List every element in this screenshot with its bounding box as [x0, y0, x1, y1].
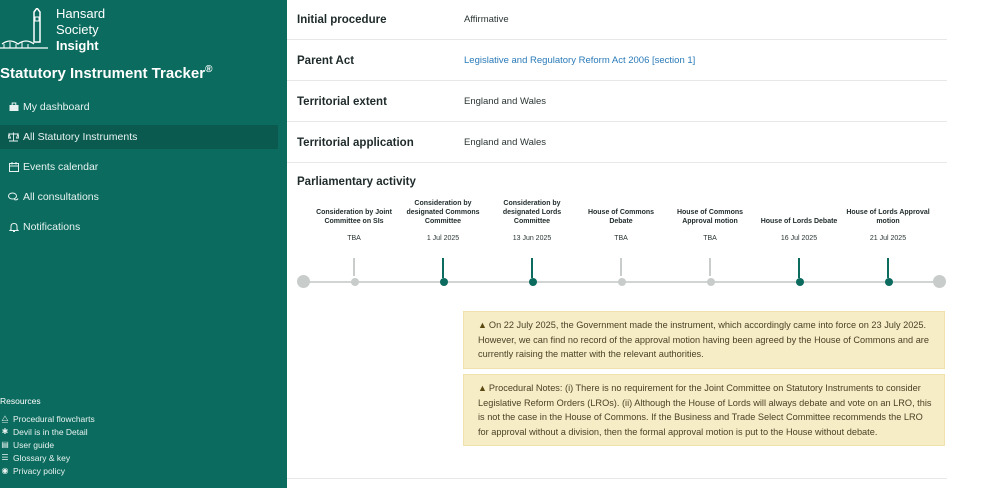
timeline-stage[interactable] — [576, 196, 666, 243]
parent-act-link[interactable]: Legislative and Regulatory Reform Act 2006 [section 1] — [464, 55, 696, 66]
nav-item-all-statutory-instruments[interactable] — [0, 125, 278, 149]
resource-link-privacy-policy[interactable] — [0, 464, 280, 477]
resource-label: Privacy policy — [13, 465, 65, 476]
app-title — [0, 64, 212, 82]
parliament-icon — [0, 8, 50, 52]
nav-item-label: All Statutory Instruments — [23, 131, 138, 143]
logo-line-1: Hansard — [56, 6, 106, 21]
stage-name: House of Commons Debate — [587, 209, 655, 225]
detail-row-territorial-extent — [287, 82, 947, 122]
parliamentary-activity-title: Parliamentary activity — [297, 176, 416, 188]
timeline-stage[interactable] — [843, 196, 933, 243]
resource-label: Devil is in the Detail — [13, 426, 88, 437]
calendar-icon — [8, 162, 19, 173]
detail-label: Territorial application — [297, 136, 414, 149]
stage-dot — [618, 278, 626, 286]
chat-icon — [8, 192, 19, 203]
stage-marker — [709, 258, 711, 276]
stage-date: TBA — [347, 235, 361, 242]
stage-dot — [529, 278, 537, 286]
stage-name: House of Lords Debate — [760, 218, 838, 225]
nav-item-notifications[interactable] — [0, 215, 278, 239]
stage-marker — [620, 258, 622, 276]
detail-value: England and Wales — [464, 137, 547, 148]
stage-marker — [442, 258, 444, 278]
bell-icon — [8, 222, 19, 233]
resource-link-procedural-flowcharts[interactable] — [0, 412, 280, 425]
detail-value: England and Wales — [464, 96, 547, 107]
stage-dot — [351, 278, 359, 286]
resource-link-glossary[interactable] — [0, 451, 280, 464]
timeline-stage[interactable] — [754, 196, 844, 243]
flowchart-icon: ⧋ — [1, 413, 9, 423]
detail-row-parent-act — [287, 41, 947, 81]
stage-dot — [885, 278, 893, 286]
stage-name: Consideration by Joint Committee on SIs — [316, 209, 392, 225]
list-icon: ☰ — [1, 453, 9, 462]
timeline-end-marker — [933, 275, 946, 288]
stage-dot — [796, 278, 804, 286]
stage-date: TBA — [703, 235, 717, 242]
timeline-start-marker — [297, 275, 310, 288]
nav-item-all-consultations[interactable] — [0, 185, 278, 209]
main-content — [287, 0, 1000, 488]
stage-dot — [707, 278, 715, 286]
detail-row-territorial-application — [287, 123, 947, 163]
resource-label: Glossary & key — [13, 452, 71, 463]
stage-date: TBA — [614, 235, 628, 242]
procedural-notes — [463, 374, 945, 446]
registered-mark: ® — [205, 64, 213, 75]
detail-label: Parent Act — [297, 54, 355, 67]
nav-item-events-calendar[interactable] — [0, 155, 278, 179]
resource-link-devil-is-in-the-detail[interactable] — [0, 425, 280, 438]
warning-icon: ▲ — [478, 383, 487, 393]
resources-heading: Resources — [0, 396, 41, 406]
asterisk-icon: ✱ — [1, 427, 9, 436]
scales-icon — [8, 132, 19, 143]
divider — [287, 478, 947, 479]
parliamentary-activity-timeline — [287, 196, 1000, 296]
stage-date: 13 Jun 2025 — [512, 235, 552, 242]
nav-item-label: Notifications — [23, 221, 81, 233]
stage-marker — [531, 258, 533, 278]
detail-value: Affirmative — [464, 14, 509, 25]
stage-date: 1 Jul 2025 — [426, 235, 460, 242]
timeline-stage[interactable] — [398, 196, 488, 243]
stage-date: 16 Jul 2025 — [780, 235, 818, 242]
timeline-stage[interactable] — [665, 196, 755, 243]
stage-dot — [440, 278, 448, 286]
timeline-stage[interactable] — [487, 196, 577, 243]
brand-logo[interactable] — [0, 4, 120, 54]
stage-name: House of Lords Approval motion — [846, 209, 930, 225]
logo-line-3: Insight — [56, 38, 99, 53]
procedural-notes-text: Procedural Notes: (i) There is no requirement for the Joint Committee on Statutory Instruments to consider Legislative Reform Orders (LROs). (ii) Although the House of Lords will always debate and vote on an LRO, this is not the case in the House of Commons. If the Business and Trade Select Committee recommends the LRO for approval without a division, then the formal approval motion is put to the House without debate. — [478, 383, 932, 437]
stage-name: Consideration by designated Commons Committee — [406, 200, 480, 225]
stage-marker — [353, 258, 355, 276]
logo-text — [56, 6, 105, 54]
briefcase-icon — [8, 102, 19, 113]
logo-line-2: Society — [56, 22, 99, 37]
warning-note-approval — [463, 311, 945, 369]
stage-marker — [798, 258, 800, 278]
timeline-stage[interactable] — [309, 196, 399, 243]
stage-date: 21 Jul 2025 — [869, 235, 907, 242]
sidebar-nav — [0, 95, 278, 245]
app-title-text: Statutory Instrument Tracker — [0, 65, 206, 82]
nav-item-label: All consultations — [23, 191, 99, 203]
nav-item-label: My dashboard — [23, 101, 90, 113]
book-icon: ▤ — [1, 440, 9, 449]
sidebar — [0, 0, 287, 488]
stage-marker — [887, 258, 889, 278]
resource-label: User guide — [13, 439, 55, 450]
resource-link-user-guide[interactable] — [0, 438, 280, 451]
eye-icon: ◉ — [1, 466, 9, 475]
resources-section — [0, 396, 280, 477]
detail-row-initial-procedure — [287, 0, 947, 40]
warning-icon: ▲ — [478, 320, 487, 330]
warning-note-text: On 22 July 2025, the Government made the instrument, which accordingly came into force on 23 July 2025. However, we can find no record of the approval motion having been agreed by the House of Commons and are currently raising the matter with the relevant authorities. — [478, 320, 929, 359]
nav-item-my-dashboard[interactable] — [0, 95, 278, 119]
detail-label: Initial procedure — [297, 13, 387, 26]
stage-name: Consideration by designated Lords Committee — [502, 200, 562, 225]
detail-label: Territorial extent — [297, 95, 387, 108]
stage-name: House of Commons Approval motion — [676, 209, 744, 225]
nav-item-label: Events calendar — [23, 161, 99, 173]
resource-label: Procedural flowcharts — [13, 413, 95, 424]
